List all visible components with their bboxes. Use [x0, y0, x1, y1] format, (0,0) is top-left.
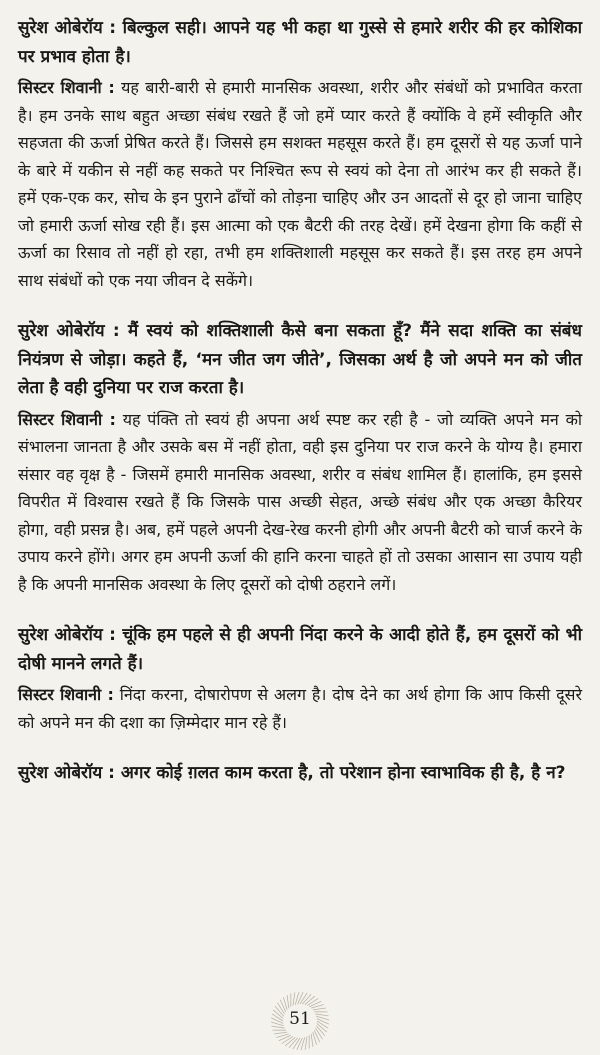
dialogue-text: मैं स्वयं को शक्तिशाली कैसे बना सकता हूँ? मैंने सदा शक्ति का संबंध नियंत्रण से जोड़ा। कहते हैं, ‘मन जीत जग जीते’, जिसका अर्थ है जो अपने मन को जीत लेता है वही दुनिया पर राज करता है।	[18, 321, 582, 398]
page-footer	[0, 990, 600, 1052]
dialogue-text: बिल्कुल सही। आपने यह भी कहा था गुस्से से हमारे शरीर की हर कोशिका पर प्रभाव होता है।	[18, 18, 582, 67]
sunburst-ray	[315, 1028, 322, 1039]
sunburst-ray	[305, 1036, 307, 1049]
dialogue-text: निंदा करना, दोषारोपण से अलग है। दोष देने का अर्थ होगा कि आप किसी दूसरे को अपने मन की दशा का ज़िम्मेदार मान रहे हैं।	[18, 685, 583, 732]
dialogue-question	[18, 621, 582, 678]
sunburst-ray	[311, 1034, 313, 1047]
dialogue-text: चूंकि हम पहले से ही अपनी निंदा करने के आदी होते हैं, हम दूसरों को भी दोषी मानने लगते हैं।	[18, 625, 582, 674]
speaker-label: सुरेश ओबेरॉय :	[18, 625, 116, 645]
dialogue-answer	[18, 681, 582, 736]
dialogue-question	[18, 759, 582, 788]
speaker-label: सुरेश ओबेरॉय :	[18, 18, 117, 38]
sunburst-ray	[287, 995, 289, 1008]
dialogue-answer	[18, 74, 582, 294]
dialogue-answer	[18, 406, 582, 599]
speaker-label: सुरेश ओबेरॉय :	[18, 763, 115, 783]
page-number: 51	[289, 1009, 311, 1029]
dialogue-question	[18, 14, 582, 71]
sunburst-ray	[282, 1036, 293, 1043]
sunburst-ray	[307, 998, 318, 1005]
sunburst-ornament-icon	[269, 990, 331, 1052]
dialogue-text: यह बारी-बारी से हमारी मानसिक अवस्था, शरीर और संबंधों को प्रभावित करता है। हम उनके साथ बहुत अच्छा संबंध रखते हैं जो हमें प्यार करते हैं क्योंकि वे हमें स्वीकृति और सहजता की ऊर्जा प्रेषित करते हैं। जिससे हम सशक्त महसूस करते हैं। हम दूसरों से यह ऊर्जा पाने के बारे में यकीन से नहीं कह सकते पर निश्चित रूप से स्वयं को देना तो आरंभ कर ही सकते हैं। हमें एक-एक कर, सोच के इन पुराने ढाँचों को तोड़ना चाहिए और उन आदतों से दूर हो जाना चाहिए जो हमारी ऊर्जा सोख रही हैं। इस आत्मा को एक बैटरी की तरह देखें। हमें देखना होगा कि कहीं से ऊर्जा का रिसाव तो नहीं हो रहा, तभी हम शक्तिशाली महसूस कर सकते हैं। इस तरह हम अपने साथ संबंधों को एक नया जीवन दे सकेंगे।	[18, 78, 583, 290]
sunburst-ray	[293, 992, 295, 1005]
dialogue-question	[18, 317, 582, 403]
dialogue-text: अगर कोई ग़लत काम करता है, तो परेशान होना स्वाभाविक ही है, है न?	[120, 763, 566, 783]
sunburst-ray	[274, 1032, 287, 1034]
dialogue-text: यह पंक्ति तो स्वयं ही अपना अर्थ स्पष्ट कर रही है - जो व्यक्ति अपने मन को संभालना जानता है और उसके बस में नहीं होता, वही इस दुनिया पर राज करने के योग्य है। हमारा संसार वह वृक्ष है - जिसमें हमारी मानसिक अवस्था, शरीर व संबंध शामिल हैं। हालांकि, हम इससे विपरीत में विश्वास रखते हैं कि जिसके पास अच्छी सेहत, अच्छे संबंध और एक अच्छा कैरियर होगा, वही प्रसन्न है। अब, हमें पहले अपनी देख-रेख करनी होगी और अपनी बैटरी को चार्ज करने के उपाय करने होंगे। अगर हम अपनी ऊर्जा की हानि करना चाहते हों तो उसका आसान सा उपाय यही है कि अपनी मानसिक अवस्था के लिए दूसरों को दोषी ठहराने लगें।	[18, 409, 583, 594]
speaker-label: सिस्टर शिवानी :	[18, 685, 114, 704]
speaker-label: सुरेश ओबेरॉय :	[18, 321, 120, 341]
speaker-label: सिस्टर शिवानी :	[18, 409, 116, 429]
speaker-label: सिस्टर शिवानी :	[18, 78, 115, 97]
